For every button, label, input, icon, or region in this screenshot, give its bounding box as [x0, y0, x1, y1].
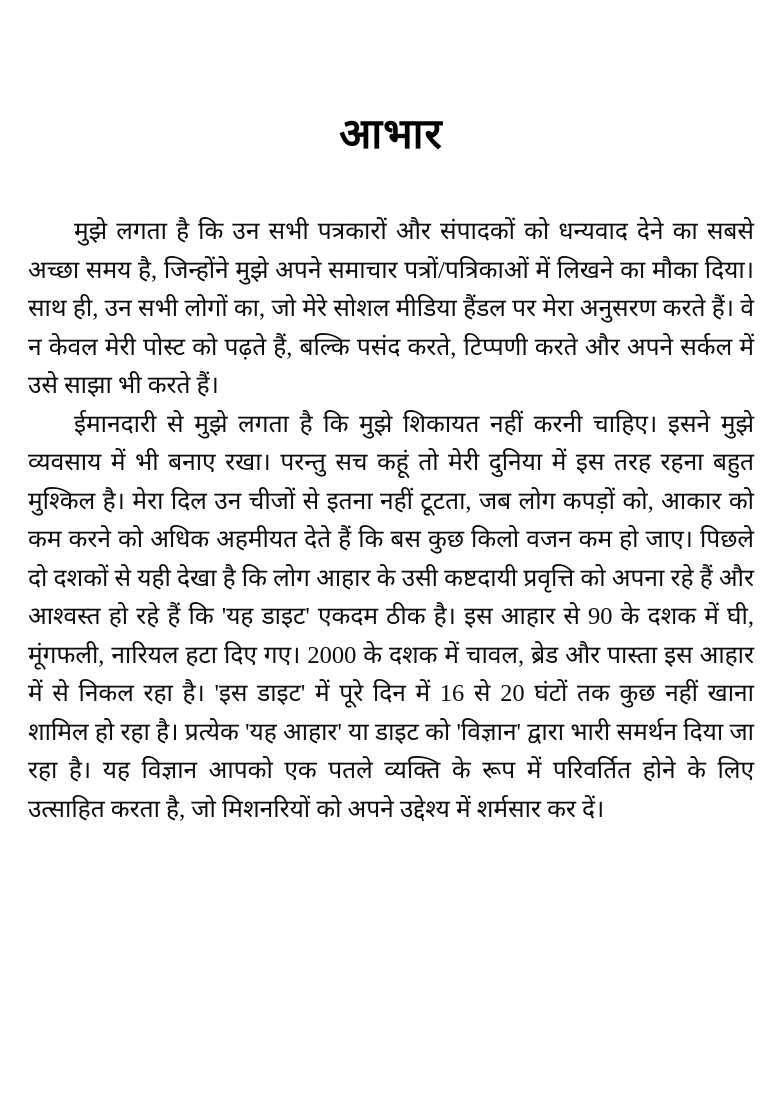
page-body: [28, 213, 754, 829]
paragraph: ईमानदारी से मुझे लगता है कि मुझे शिकायत नहीं करनी चाहिए। इसने मुझे व्यवसाय में भी बनाए रखा। परन्तु सच कहूं तो मेरी दुनिया में इस तरह रहना बहुत मुश्किल है। मेरा दिल उन चीजों से इतना नहीं टूटता, जब लोग कपड़ों को, आकार को कम करने को अधिक अहमीयत देते हैं कि बस कुछ किलो वजन कम हो जाए। पिछले दो दशकों से यही देखा है कि लोग आहार के उसी कष्टदायी प्रवृत्ति को अपना रहे हैं और आश्वस्त हो रहे हैं कि 'यह डाइट' एकदम ठीक है। इस आहार से 90 के दशक में घी, मूंगफली, नारियल हटा दिए गए। 2000 के दशक में चावल, ब्रेड और पास्ता इस आहार में से निकल रहा है। 'इस डाइट' में पूरे दिन में 16 से 20 घंटों तक कुछ नहीं खाना शामिल हो रहा है। प्रत्येक 'यह आहार' या डाइट को 'विज्ञान' द्वारा भारी समर्थन दिया जा रहा है। यह विज्ञान आपको एक पतले व्यक्ति के रूप में परिवर्तित होने के लिए उत्साहित करता है, जो मिशनरियों को अपने उद्देश्य में शर्मसार कर दें।: [28, 410, 754, 823]
paragraph: मुझे लगता है कि उन सभी पत्रकारों और संपादकों को धन्यवाद देने का सबसे अच्छा समय है, जिन्होंने मुझे अपने समाचार पत्रों/पत्रिकाओं में लिखने का मौका दिया। साथ ही, उन सभी लोगों का, जो मेरे सोशल मीडिया हैंडल पर मेरा अनुसरण करते हैं। वे न केवल मेरी पोस्ट को पढ़ते हैं, बल्कि पसंद करते, टिप्पणी करते और अपने सर्कल में उसे साझा भी करते हैं।: [28, 218, 754, 399]
page-title: आभार: [339, 112, 443, 158]
